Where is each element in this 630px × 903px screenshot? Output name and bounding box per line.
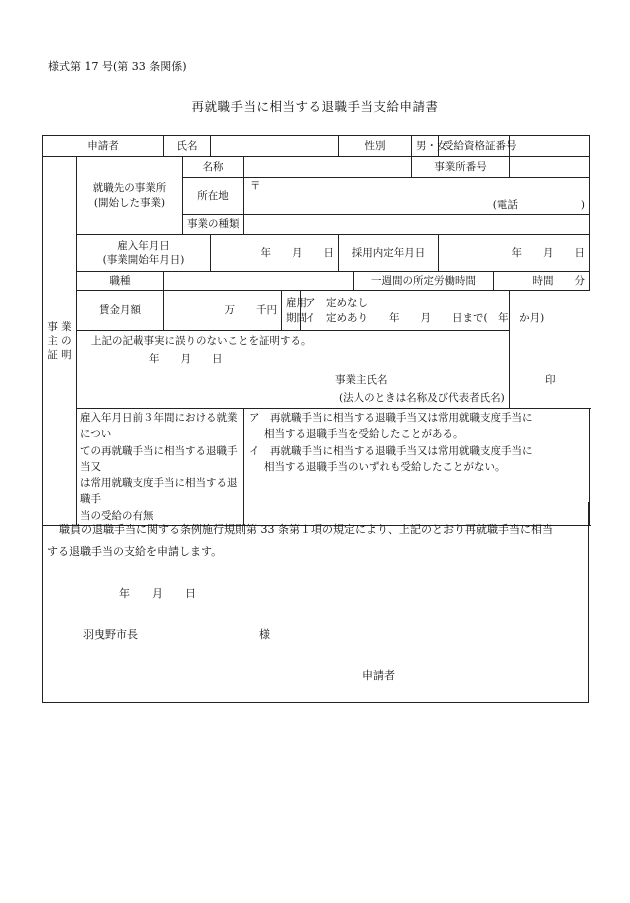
- business-type-label: 事業の種類: [183, 215, 244, 235]
- qualification-number-label: 受給資格証番号: [439, 136, 510, 157]
- application-form-table: [42, 135, 590, 526]
- applicant-row: [43, 136, 590, 157]
- name-label: 氏名: [164, 136, 211, 157]
- address-field[interactable]: [244, 178, 590, 215]
- gender-label: 性別: [339, 136, 412, 157]
- prior-receipt-question-line-4: 当の受給の有無: [80, 509, 154, 522]
- employer-name-label: 事業主氏名: [335, 374, 388, 386]
- prior-receipt-option-a[interactable]: [249, 410, 584, 443]
- workplace-name-label: 名称: [183, 157, 244, 178]
- office-number-label: 事業所番号: [412, 157, 510, 178]
- workplace-name-field[interactable]: [244, 157, 412, 178]
- corporation-note: (法人のときは名称及び代表者氏名): [339, 392, 505, 404]
- workplace-label: [77, 157, 183, 235]
- weekly-hours-field[interactable]: 時間 分: [494, 272, 590, 291]
- application-statement-box: [42, 502, 589, 703]
- prior-receipt-option-b[interactable]: [249, 443, 584, 476]
- phone-field[interactable]: (電話 ): [492, 198, 585, 211]
- job-type-label: 職種: [77, 272, 164, 291]
- prior-receipt-option-a-line-2: 相当する退職手当を受給したことがある。: [264, 428, 464, 441]
- offer-date-label: 採用内定年月日: [339, 235, 439, 272]
- applicant-signature-label: 申請者: [362, 669, 395, 682]
- business-type-field[interactable]: [244, 215, 590, 235]
- page-title: 再就職手当に相当する退職手当支給申請書: [191, 99, 439, 114]
- period-option-a[interactable]: ア 定めなし: [305, 297, 368, 310]
- gender-options[interactable]: 男・女: [412, 136, 439, 157]
- workplace-label-line-1: 就職先の事業所: [92, 182, 167, 195]
- addressee-mayor: 羽曳野市長: [83, 628, 138, 641]
- workplace-label-line-2: (開始した事業): [93, 196, 166, 209]
- employer-certification-box: [77, 331, 556, 409]
- seal-mark: 印: [545, 374, 556, 386]
- employer-cert-side-label: 事 業 主 の 証 明: [43, 157, 77, 526]
- application-body-line-2: する退職手当の支給を申請します。: [47, 545, 223, 558]
- hire-date-label-line-2: (事業開始年月日): [102, 254, 185, 266]
- employment-period-label-line-2: 期間: [286, 311, 307, 324]
- address-label: 所在地: [183, 178, 244, 215]
- office-number-field[interactable]: [510, 157, 590, 178]
- prior-receipt-question-line-3: は常用就職支度手当に相当する退職手: [80, 477, 238, 506]
- employment-period-label-line-1: 雇用: [286, 297, 307, 310]
- application-date[interactable]: 年 月 日: [119, 587, 196, 600]
- addressee-honorific: 様: [259, 628, 270, 641]
- prior-receipt-option-b-line-2: 相当する退職手当のいずれも受給したことがない。: [264, 460, 506, 473]
- prior-receipt-question-line-1: 雇入年月日前３年間における就業につい: [80, 412, 238, 441]
- prior-receipt-option-b-line-1: イ 再就職手当に相当する退職手当又は常用就職支度手当に: [249, 444, 533, 457]
- employment-period-label: [282, 291, 307, 331]
- hire-date-label: [77, 235, 211, 272]
- form-number: 様式第 17 号(第 33 条関係): [48, 60, 187, 73]
- job-type-field[interactable]: [164, 272, 354, 291]
- wage-field[interactable]: 万 千円: [164, 291, 282, 331]
- wage-label: 賃金月額: [77, 291, 164, 331]
- hire-date-label-line-1: 雇入年月日: [117, 239, 170, 252]
- application-body-line-1: 職員の退職手当に関する条例施行規則第 33 条第１項の規定により、上記のとおり再就職手当に相当: [59, 523, 553, 536]
- offer-date-field[interactable]: 年 月 日: [439, 235, 590, 272]
- employment-period-options[interactable]: [301, 291, 545, 331]
- postal-mark: 〒: [250, 180, 261, 192]
- prior-receipt-question-line-2: ての再就職手当に相当する退職手当又: [80, 444, 238, 473]
- prior-receipt-option-a-line-1: ア 再就職手当に相当する退職手当又は常用就職支度手当に: [249, 412, 533, 424]
- certify-statement: 上記の記載事実に誤りのないことを証明する。: [91, 335, 312, 347]
- certify-date[interactable]: 年 月 日: [149, 353, 223, 365]
- hire-date-field[interactable]: 年 月 日: [211, 235, 339, 272]
- weekly-hours-label: 一週間の所定労働時間: [354, 272, 494, 291]
- period-option-b[interactable]: イ 定めあり 年 月 日まで( 年 か月): [305, 311, 545, 324]
- name-field[interactable]: [211, 136, 339, 157]
- applicant-label: 申請者: [43, 136, 164, 157]
- qualification-number-field[interactable]: [510, 136, 590, 157]
